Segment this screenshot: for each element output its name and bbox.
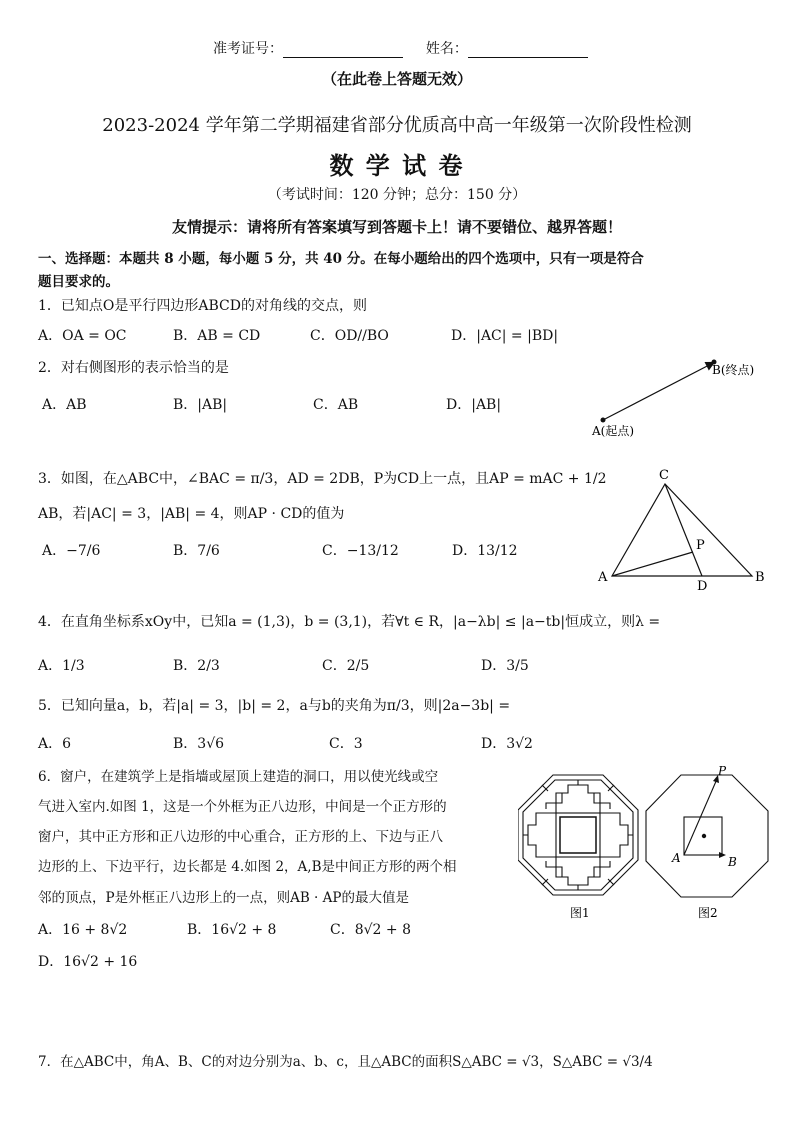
fig1-octagon-inner — [523, 780, 633, 890]
fig1-square-frame — [556, 813, 600, 857]
fig2-octagon — [646, 775, 768, 897]
tip: 友情提示：请将所有答案填写到答题卡上！请不要错位、越界答题！ — [171, 218, 622, 236]
q5-option-b: B．3√6 — [173, 736, 225, 752]
fig1-lattice-top — [556, 785, 600, 813]
q1-option-b: B．AB = CD — [173, 328, 261, 344]
q2-vector-figure — [580, 350, 780, 445]
exam-title: 2023-2024 学年第二学期福建省部分优质高中高一年级第一次阶段性检测 — [102, 115, 692, 136]
fig1-lattice-bottom — [556, 857, 600, 885]
fig1-lattice-tr — [594, 793, 610, 809]
q2-option-d: D．|AB| — [446, 397, 502, 413]
q5-option-a: A．6 — [38, 736, 72, 752]
q5-option-c: C．3 — [329, 736, 363, 752]
q6-option-c: C．8√2 + 8 — [330, 922, 411, 938]
q6-line1: 6．窗户，在建筑学上是指墙或屋顶上建造的洞口，用以使光线或空 — [38, 769, 439, 785]
name-blank — [468, 43, 588, 58]
vector-ab-arrow — [603, 363, 713, 420]
label-b: B — [755, 570, 765, 585]
q3-stem-line2: AB，若|AC| = 3，|AB| = 4，则AP · CD的值为 — [38, 506, 345, 522]
label-b-end: B(终点) — [712, 363, 755, 377]
q1-option-d: D．|AC| = |BD| — [451, 328, 559, 344]
q3-option-d: D．13/12 — [452, 543, 518, 559]
q4-stem: 4．在直角坐标系xOy中，已知a = (1,3)，b = (3,1)，若∀t ∈ R，|a−λb| ≤ |a−tb|恒成立，则λ = — [38, 614, 661, 630]
q6-option-a: A．16 + 8√2 — [38, 922, 128, 938]
fig1-lattice-corners — [542, 785, 614, 885]
exam-info: （考试时间：120 分钟；总分：150 分） — [267, 187, 527, 203]
triangle-abc — [612, 484, 752, 576]
fig2-caption: 图2 — [698, 906, 718, 920]
figure2-octagon — [646, 765, 768, 897]
invalid-note: （在此卷上答题无效） — [321, 70, 472, 88]
fig2-label-a: A — [672, 851, 681, 865]
q1-option-c: C．OD//BO — [310, 328, 389, 344]
fig2-label-p: P — [718, 765, 727, 778]
label-d: D — [697, 579, 708, 592]
fig2-label-b: B — [728, 855, 737, 869]
q3-triangle-figure — [595, 462, 775, 592]
q6-line2: 气进入室内.如图 1，这是一个外框为正八边形，中间是一个正方形的 — [38, 799, 447, 815]
q6-option-b: B．16√2 + 8 — [187, 922, 277, 938]
q3-option-c: C．−13/12 — [322, 543, 399, 559]
label-a: A — [598, 570, 608, 585]
label-a-start: A(起点) — [592, 424, 635, 438]
label-p: P — [696, 538, 705, 553]
fig1-lattice-br — [594, 861, 610, 877]
q3-option-b: B．7/6 — [173, 543, 220, 559]
q4-option-c: C．2/5 — [322, 658, 370, 674]
fig1-lattice-bl — [546, 861, 562, 877]
name-label: 姓名： — [425, 41, 468, 57]
q2-stem: 2．对右侧图形的表示恰当的是 — [38, 360, 229, 376]
q6-line4: 边形的上、下边平行，边长都是 4.如图 2，A,B是中间正方形的两个相 — [38, 859, 457, 875]
q2-option-a: A．AB — [42, 397, 87, 413]
fig1-lattice-left — [528, 813, 556, 857]
q6-line5: 邻的顶点，P是外框正八边形上的一点，则AB · AP的最大值是 — [38, 890, 409, 906]
fig1-lattice-right — [600, 813, 628, 857]
figure1-window — [518, 775, 638, 895]
q5-stem: 5．已知向量a，b，若|a| = 3，|b| = 2，a与b的夹角为π/3，则|2a−3b| = — [38, 698, 511, 714]
q4-option-b: B．2/3 — [173, 658, 220, 674]
fig1-lattice-tl — [546, 793, 562, 809]
q4-option-a: A．1/3 — [38, 658, 85, 674]
q1-stem: 1．已知点O是平行四边形ABCD的对角线的交点，则 — [38, 298, 367, 314]
q4-option-d: D．3/5 — [481, 658, 529, 674]
section1-heading-line2: 题目要求的。 — [38, 274, 119, 290]
label-c: C — [659, 468, 669, 483]
q2-option-c: C．AB — [313, 397, 359, 413]
q3-option-a: A．−7/6 — [42, 543, 101, 559]
q3-stem-line1: 3．如图，在△ABC中，∠BAC = π/3，AD = 2DB，P为CD上一点，且AP = mAC + 1/2 — [38, 471, 607, 487]
section1-heading-line1: 一、选择题：本题共 8 小题，每小题 5 分，共 40 分。在每小题给出的四个选项中，只有一项是符合 — [38, 251, 644, 267]
point-a — [601, 418, 606, 423]
fig1-caption: 图1 — [570, 906, 590, 920]
fig1-octagon-outer — [518, 775, 638, 895]
fig1-lattice-ties — [523, 780, 633, 890]
fig2-center-point — [702, 834, 706, 838]
q7-stem: 7．在△ABC中，角A、B、C的对边分别为a、b、c，且△ABC的面积S△ABC = √3，S△ABC = √3/4 — [38, 1054, 653, 1070]
q6-line3: 窗户，其中正方形和正八边形的中心重合，正方形的上、下边与正八 — [38, 829, 443, 845]
subject-title: 数 学 试 卷 — [329, 151, 465, 180]
q2-option-b: B．|AB| — [173, 397, 228, 413]
exam-id-label: 准考证号： — [213, 41, 283, 57]
q6-window-figures — [518, 765, 778, 925]
segment-cd — [665, 484, 702, 576]
fig1-center-square — [560, 817, 596, 853]
q1-option-a: A．OA = OC — [38, 328, 127, 344]
q5-option-d: D．3√2 — [481, 736, 533, 752]
exam-id-field — [213, 38, 588, 58]
exam-id-blank — [283, 43, 403, 58]
q6-option-d: D．16√2 + 16 — [38, 954, 138, 970]
